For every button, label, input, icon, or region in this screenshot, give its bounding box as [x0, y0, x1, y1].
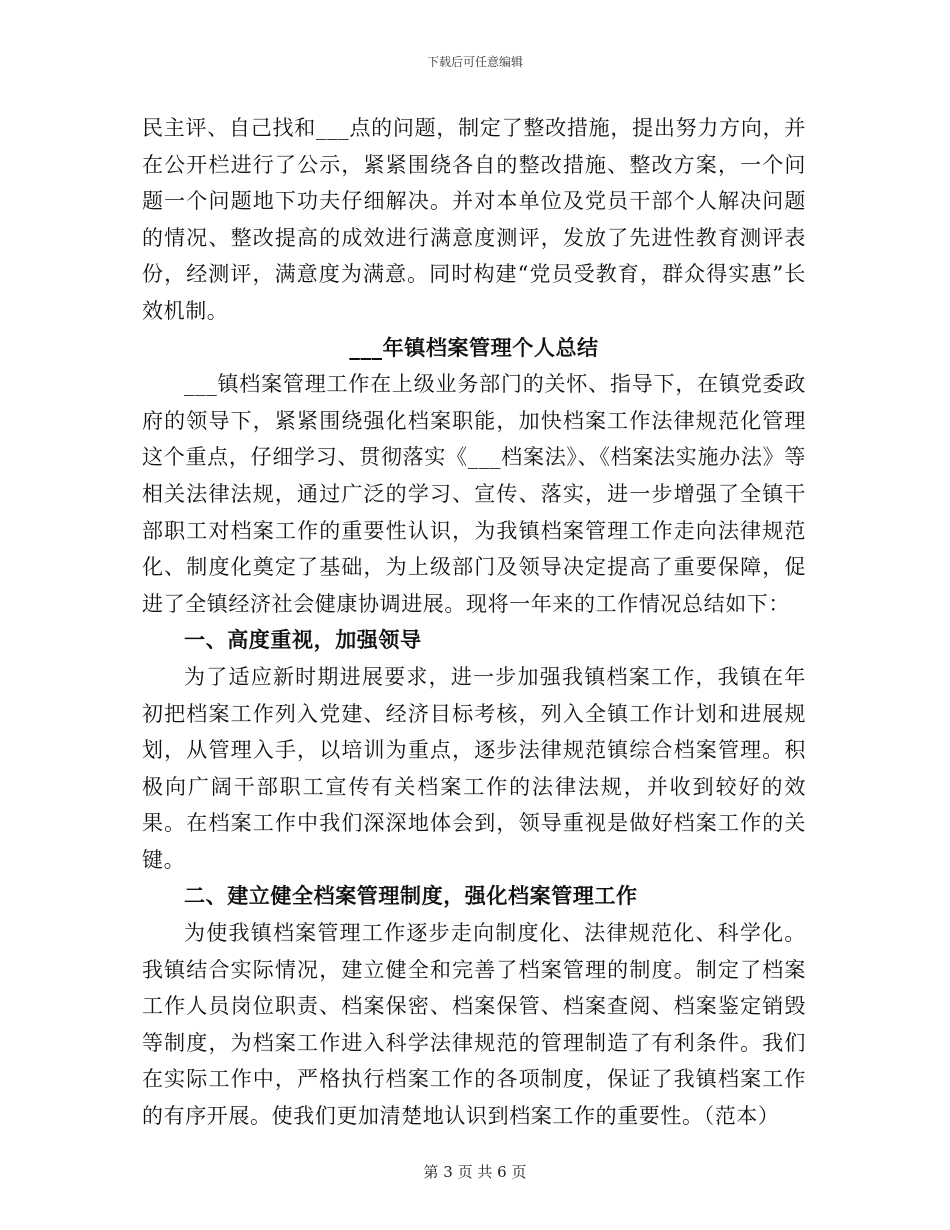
- page-number: 第 3 页 共 6 页: [423, 1163, 527, 1181]
- document-body: [142, 110, 806, 1135]
- intro-paragraph: ___镇档案管理工作在上级业务部门的关怀、指导下，在镇党委政府的领导下，紧紧围绕强化档案职能，加快档案工作法律规范化管理这个重点，仔细学习、贯彻落实《___档案法》、《档案法实施办法》等相关法律法规，通过广泛的学习、宣传、落实，进一步增强了全镇干部职工对档案工作的重要性认识，为我镇档案管理工作走向法律规范化、制度化奠定了基础，为上级部门及领导决定提高了重要保障，促进了全镇经济社会健康协调进展。现将一年来的工作情况总结如下：: [142, 372, 806, 616]
- section-1-heading: 一、高度重视，加强领导: [184, 627, 422, 653]
- section-2-heading: 二、建立健全档案管理制度，强化档案管理工作: [184, 883, 638, 909]
- section-2-paragraph: 为使我镇档案管理工作逐步走向制度化、法律规范化、科学化。我镇结合实际情况，建立健全和完善了档案管理的制度。制定了档案工作人员岗位职责、档案保密、档案保管、档案查阅、档案鉴定销毁等制度，为档案工作进入科学法律规范的管理制造了有利条件。我们在实际工作中，严格执行档案工作的各项制度，保证了我镇档案工作的有序开展。使我们更加清楚地认识到档案工作的重要性。（范本）: [142, 921, 806, 1129]
- continuation-paragraph: 民主评、自己找和___点的问题，制定了整改措施，提出努力方向，并在公开栏进行了公示，紧紧围绕各自的整改措施、整改方案，一个问题一个问题地下功夫仔细解决。并对本单位及党员干部个人解决问题的情况、整改提高的成效进行满意度测评，发放了先进性教育测评表份，经测评，满意度为满意。同时构建“党员受教育，群众得实惠”长效机制。: [142, 116, 806, 323]
- header-note: 下载后可任意编辑: [426, 55, 523, 69]
- document-title: ___年镇档案管理个人总结: [349, 334, 599, 360]
- section-1-paragraph: 为了适应新时期进展要求，进一步加强我镇档案工作，我镇在年初把档案工作列入党建、经济目标考核，列入全镇工作计划和进展规划，从管理入手，以培训为重点，逐步法律规范镇综合档案管理。积极向广阔干部职工宣传有关档案工作的法律法规，并收到较好的效果。在档案工作中我们深深地体会到，领导重视是做好档案工作的关键。: [142, 664, 806, 872]
